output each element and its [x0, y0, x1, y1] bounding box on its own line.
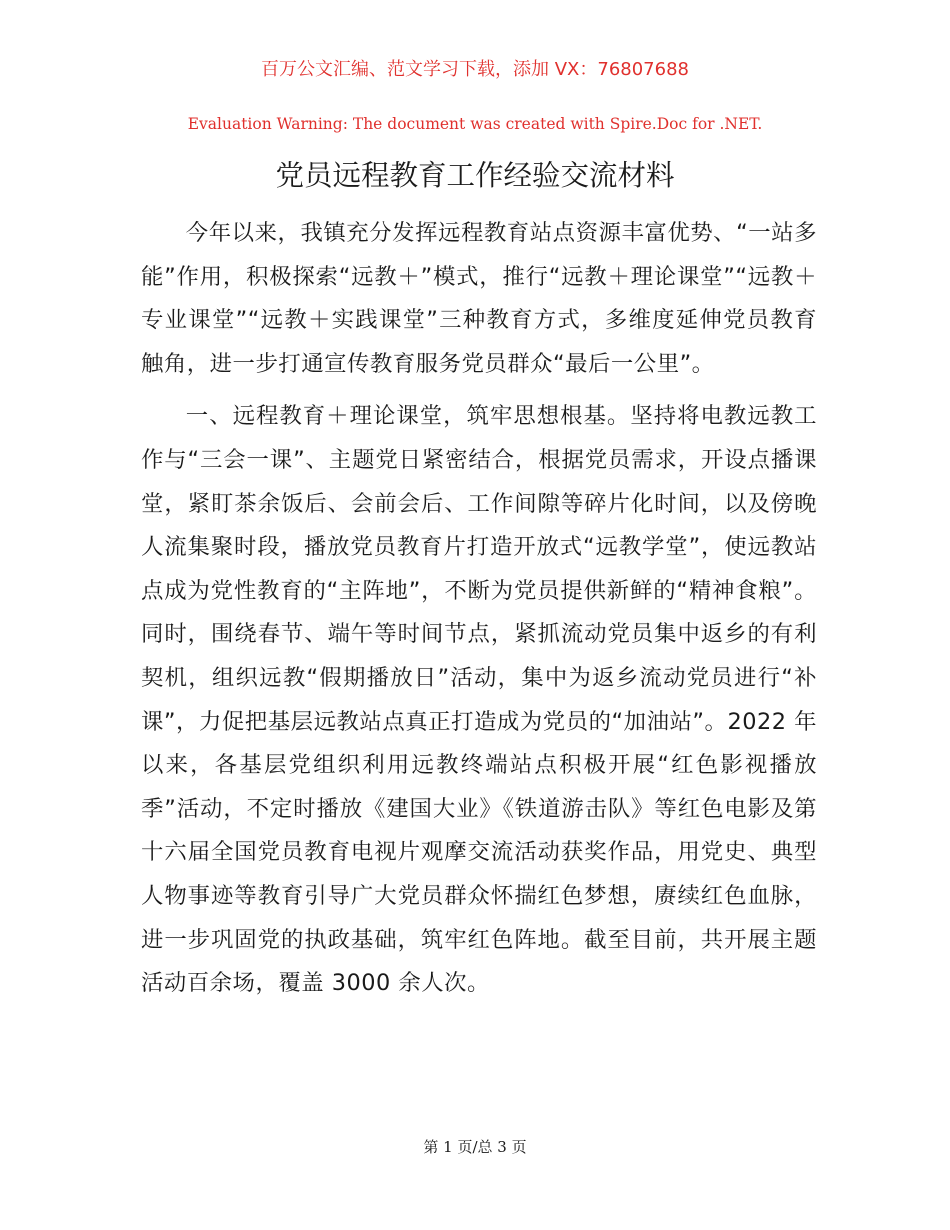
evaluation-warning: Evaluation Warning: The document was created with Spire.Doc for .NET. [187, 115, 763, 133]
header-banner: 百万公文汇编、范文学习下载，添加 VX：76807688 [261, 59, 689, 80]
paragraph-section-1: 一、远程教育＋理论课堂，筑牢思想根基。坚持将电教远教工作与“三会一课”、主题党日紧密结合，根据党员需求，开设点播课堂，紧盯茶余饭后、会前会后、工作间隙等碎片化时间，以及傍晚人流集聚时段，播放党员教育片打造开放式“远教学堂”，使远教站点成为党性教育的“主阵地”，不断为党员提供新鲜的“精神食粮”。同时，围绕春节、端午等时间节点，紧抓流动党员集中返乡的有利契机，组织远教“假期播放日”活动，集中为返乡流动党员进行“补课”，力促把基层远教站点真正打造成为党员的“加油站”。2022 年以来，各基层党组织利用远教终端站点积极开展“红色影视播放季”活动，不定时播放《建国大业》《铁道游击队》等红色电影及第十六届全国党员教育电视片观摩交流活动获奖作品，用党史、典型人物事迹等教育引导广大党员群众怀揣红色梦想，赓续红色血脉，进一步巩固党的执政基础，筑牢红色阵地。截至目前，共开展主题活动百余场，覆盖 3000 余人次。 [141, 403, 817, 997]
document-body [141, 212, 817, 1006]
paragraph-intro: 今年以来，我镇充分发挥远程教育站点资源丰富优势、“一站多能”作用，积极探索“远教＋”模式，推行“远教＋理论课堂”“远教＋专业课堂”“远教＋实践课堂”三种教育方式，多维度延伸党员教育触角，进一步打通宣传教育服务党员群众“最后一公里”。 [141, 220, 817, 377]
page-number-footer: 第 1 页/总 3 页 [423, 1138, 527, 1156]
document-title: 党员远程教育工作经验交流材料 [275, 159, 675, 192]
